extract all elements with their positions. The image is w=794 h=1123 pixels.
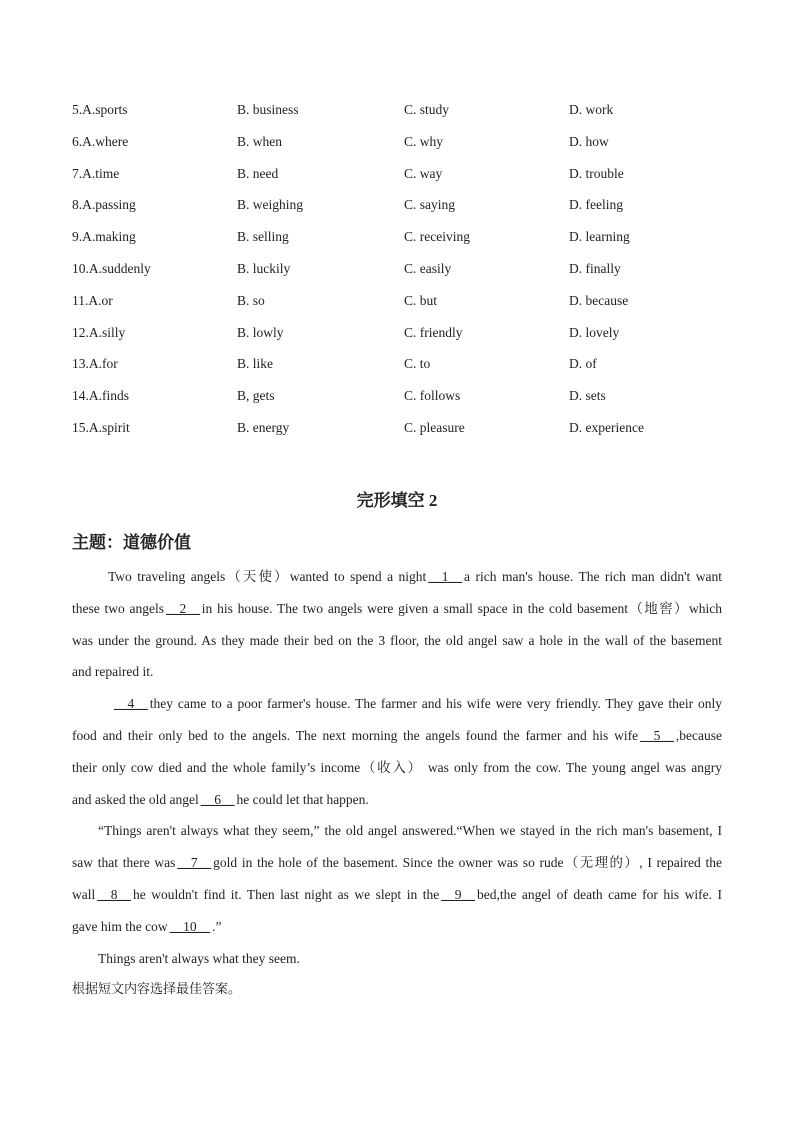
text: he wouldn't find it. Then last night as we slept in the xyxy=(133,886,440,902)
passage-line: was under the ground. As they made their bed on the 3 floor, the old angel saw a hole in the wall of the basement xyxy=(72,632,722,648)
option-d: D. feeling xyxy=(569,197,623,213)
option-a: 15.A.spirit xyxy=(72,419,130,435)
text: saw that there was xyxy=(72,855,176,871)
passage xyxy=(72,564,722,1009)
blank-5: __5__ xyxy=(640,727,674,743)
text: wall xyxy=(72,886,96,902)
text: Two traveling angels（天使）wanted to spend a night xyxy=(108,569,427,584)
text: .” xyxy=(212,918,222,934)
option-b: B. when xyxy=(237,133,282,149)
option-row xyxy=(72,164,732,196)
option-d: D. lovely xyxy=(569,324,620,340)
option-row xyxy=(72,323,732,355)
option-a: 12.A.silly xyxy=(72,324,126,340)
option-c: C. receiving xyxy=(404,229,470,245)
passage-line xyxy=(72,787,722,819)
option-c: C. way xyxy=(404,165,443,181)
option-b: B. weighing xyxy=(237,197,303,213)
blank-1: __1__ xyxy=(428,569,463,584)
option-b: B. energy xyxy=(237,419,290,435)
text: ,because xyxy=(675,727,722,743)
text: they came to a poor farmer's house. The farmer and his wife were very friendly. They gave their only xyxy=(149,696,722,712)
text: and asked the old angel xyxy=(72,791,199,807)
option-row xyxy=(72,418,732,450)
option-d: D. learning xyxy=(569,229,630,245)
passage-line: their only cow died and the whole family’s income（收入） was only from the cow. The young angel was angry xyxy=(72,759,722,775)
option-b: B. selling xyxy=(237,229,289,245)
passage-line xyxy=(72,850,722,882)
option-b: B, gets xyxy=(237,388,275,404)
text: bed,the angel of death came for his wife. I xyxy=(476,886,722,902)
option-row xyxy=(72,195,732,227)
option-a: 6.A.where xyxy=(72,133,129,149)
option-list xyxy=(72,100,732,450)
blank-6: __6__ xyxy=(200,791,235,807)
option-row xyxy=(72,386,732,418)
passage-line xyxy=(72,596,722,628)
option-d: D. finally xyxy=(569,260,621,276)
option-c: C. why xyxy=(404,133,444,149)
option-row xyxy=(72,354,732,386)
option-b: B. like xyxy=(237,356,273,372)
option-a: 9.A.making xyxy=(72,229,136,245)
option-c: C. friendly xyxy=(404,324,463,340)
option-d: D. work xyxy=(569,102,614,117)
option-c: C. follows xyxy=(404,388,461,404)
passage-line xyxy=(72,914,722,946)
text: he could let that happen. xyxy=(236,791,369,807)
option-b: B. so xyxy=(237,292,265,308)
passage-line: Things aren't always what they seem. xyxy=(98,950,300,966)
option-d: D. experience xyxy=(569,419,644,435)
passage-line xyxy=(72,882,722,914)
option-row xyxy=(72,227,732,259)
passage-line xyxy=(72,564,722,596)
option-row xyxy=(72,100,732,132)
blank-9: __9__ xyxy=(441,886,475,902)
blank-2: __2__ xyxy=(166,600,200,616)
section-title: 完形填空 2 xyxy=(356,491,438,510)
option-a: 13.A.for xyxy=(72,356,118,372)
text: food and their only bed to the angels. The next morning the angels found the farmer and his wife xyxy=(72,727,639,743)
option-c: C. saying xyxy=(404,197,456,213)
option-b: B. need xyxy=(237,165,279,181)
option-row xyxy=(72,291,732,323)
option-a: 10.A.suddenly xyxy=(72,260,151,276)
blank-4: __4__ xyxy=(114,696,148,712)
option-row xyxy=(72,132,732,164)
option-d: D. how xyxy=(569,133,609,149)
option-d: D. because xyxy=(569,292,629,308)
blank-7: __7__ xyxy=(177,855,212,871)
text: gave him the cow xyxy=(72,918,168,934)
option-row xyxy=(72,259,732,291)
option-b: B. business xyxy=(237,102,299,117)
passage-line: and repaired it. xyxy=(72,664,154,680)
option-a: 5.A.sports xyxy=(72,102,128,117)
option-a: 8.A.passing xyxy=(72,197,136,213)
option-a: 7.A.time xyxy=(72,165,120,181)
instruction: 根据短文内容选择最佳答案。 xyxy=(72,982,242,998)
blank-8: __8__ xyxy=(97,886,131,902)
blank-10: __10__ xyxy=(169,918,211,934)
option-d: D. of xyxy=(569,356,597,372)
option-c: C. but xyxy=(404,292,438,308)
option-a: 11.A.or xyxy=(72,292,113,308)
text: in his house. The two angels were given a small space in the cold basement（地窖）which xyxy=(201,600,722,616)
text: gold in the hole of the basement. Since the owner was so rude（无理的）, I repaired the xyxy=(213,855,722,871)
option-d: D. sets xyxy=(569,388,606,404)
option-c: C. study xyxy=(404,102,450,117)
passage-line xyxy=(72,691,722,723)
passage-line: “Things aren't always what they seem,” the old angel answered.“When we stayed in the rich man's basement, I xyxy=(98,823,722,839)
option-c: C. to xyxy=(404,356,431,372)
option-c: C. easily xyxy=(404,260,452,276)
option-d: D. trouble xyxy=(569,165,624,181)
option-b: B. luckily xyxy=(237,260,291,276)
text: these two angels xyxy=(72,600,165,616)
passage-line xyxy=(72,723,722,755)
option-c: C. pleasure xyxy=(404,419,465,435)
topic-heading: 主题：道德价值 xyxy=(72,533,191,553)
option-b: B. lowly xyxy=(237,324,284,340)
text: a rich man's house. The rich man didn't want xyxy=(464,569,722,584)
option-a: 14.A.finds xyxy=(72,388,129,404)
